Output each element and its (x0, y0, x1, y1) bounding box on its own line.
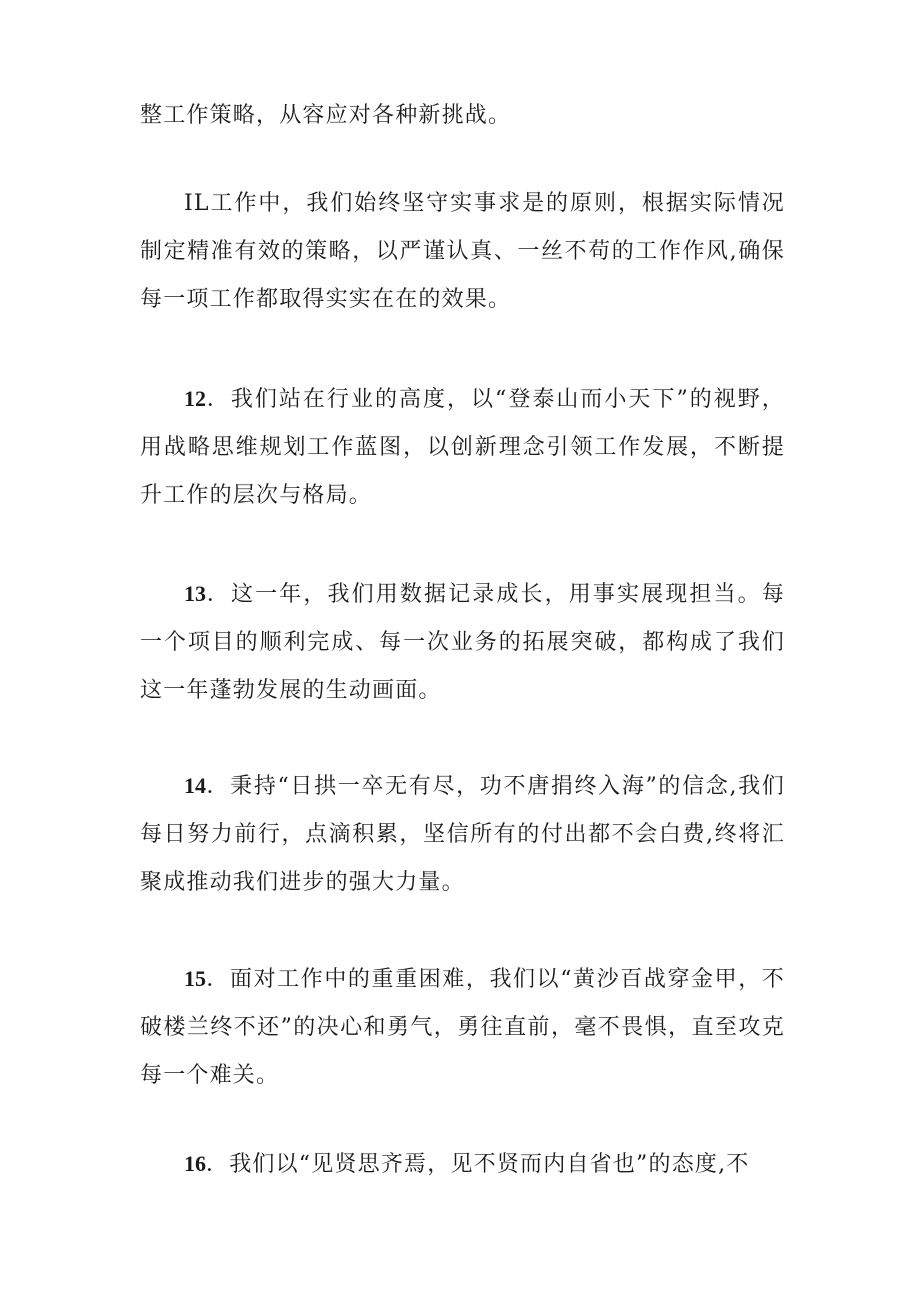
paragraph-12 (140, 375, 785, 520)
paragraph-text: IL工作中，我们始终坚守实事求是的原则，根据实际情况制定精准有效的策略，以严谨认真、一丝不苟的工作作风,确保每一项工作都取得实实在在的效果。 (140, 191, 785, 312)
paragraph-11 (140, 180, 785, 324)
paragraph-text: ．这一年，我们用数据记录成长，用事实展现担当。每一个项目的顺利完成、每一次业务的拓展突破，都构成了我们这一年蓬勃发展的生动画面。 (140, 582, 785, 703)
paragraph-text: ．秉持“日拱一卒无有尽，功不唐捐终入海”的信念,我们每日努力前行，点滴积累，坚信所有的付出都不会白费,终将汇聚成推动我们进步的强大力量。 (140, 774, 785, 895)
paragraph-text: ．我们以“见贤思齐焉，见不贤而内自省也”的态度,不 (206, 1152, 750, 1177)
paragraph-text: 整工作策略，从容应对各种新挑战。 (140, 103, 512, 128)
paragraph-continuation (140, 92, 785, 140)
paragraph-number: 12 (184, 386, 206, 411)
paragraph-text: ．我们站在行业的高度，以“登泰山而小天下”的视野，用战略思维规划工作蓝图，以创新理念引领工作发展，不断提升工作的层次与格局。 (140, 387, 785, 508)
paragraph-16 (140, 1140, 785, 1189)
paragraph-number: 13 (184, 581, 206, 606)
paragraph-15 (140, 955, 785, 1100)
paragraph-number: 14 (184, 773, 206, 798)
paragraph-14 (140, 762, 785, 907)
paragraph-13 (140, 570, 785, 715)
paragraph-number: 15 (184, 966, 206, 991)
paragraph-text: ．面对工作中的重重困难，我们以“黄沙百战穿金甲，不破楼兰终不还”的决心和勇气，勇往直前，毫不畏惧，直至攻克每一个难关。 (140, 967, 785, 1088)
paragraph-number: 16 (184, 1151, 206, 1176)
